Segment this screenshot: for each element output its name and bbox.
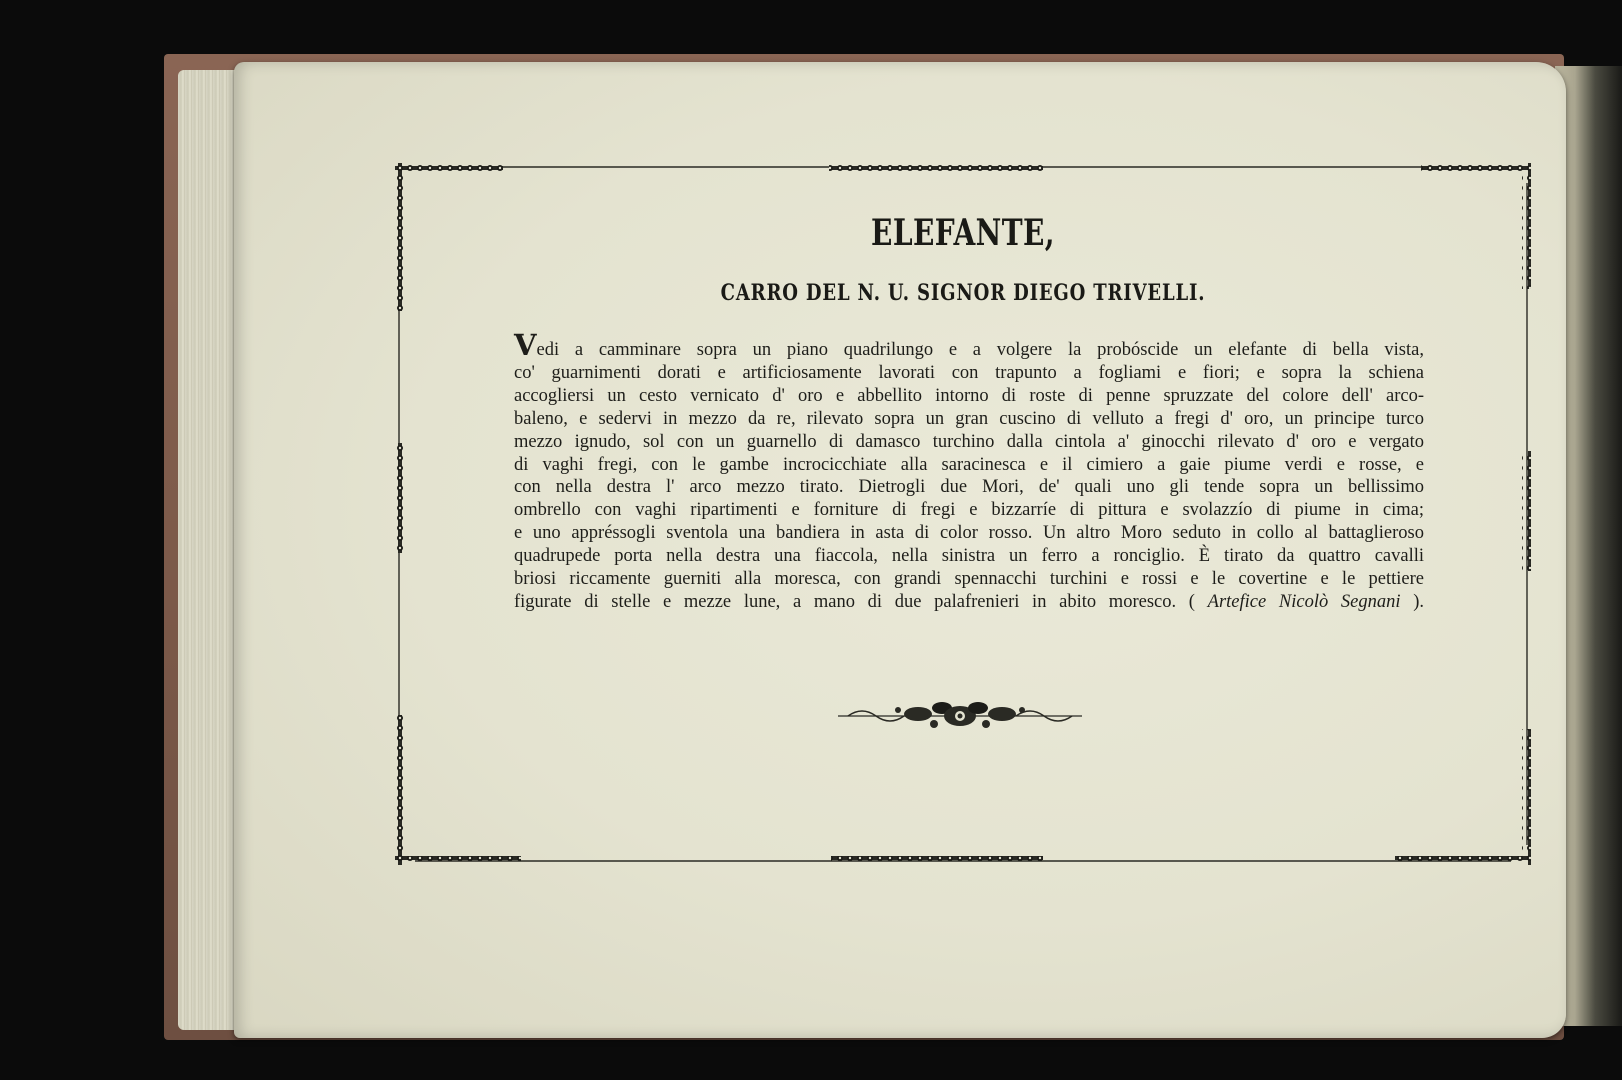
body-line: accogliersi un cesto vernicato d' oro e abbellito intorno di roste di penne spruzzate del colore dell' arco- (514, 385, 1424, 406)
body-line: co' guarnimenti dorati e artificiosamente lavorati con trapunto a fogliami e fiori; e sopra la schiena (514, 362, 1424, 383)
body-line: di vaghi fregi, con le gambe incrocicchiate alla saracinesca e il cimiero a gaie piume verdi e rosse, e (514, 454, 1424, 475)
page-title: ELEFANTE, (871, 212, 1055, 254)
drop-cap: V (514, 328, 537, 362)
body-paragraph (514, 328, 1424, 614)
closing-punctuation: ). (1413, 591, 1424, 612)
body-line: con nella destra l' arco mezzo tirato. Dietrogli due Mori, de' quali uno gli tende sopra un bellissimo (514, 477, 1424, 498)
body-line (514, 328, 1424, 362)
body-line: briosi riccamente guerniti alla moresca, con grandi spennacchi turchini e rossi e le covertine e le pettiere (514, 569, 1424, 590)
body-line: quadrupede porta nella destra una fiaccola, nella sinistra un ferro a ronciglio. È tirato da quattro cavalli (514, 546, 1424, 567)
body-line: mezzo ignudo, sol con un guarnello di damasco turchino dalla cintola a' ginocchi rilevato d' oro e vergato (514, 431, 1424, 452)
floral-vignette-ornament (838, 694, 1082, 738)
page-subtitle: CARRO DEL N. U. SIGNOR DIEGO TRIVELLI. (720, 280, 1206, 306)
body-line: e uno appréssogli sventola una bandiera in asta di color rosso. Un altro Moro seduto in collo al battaglieroso (514, 523, 1424, 544)
body-line-text: figurate di stelle e mezze lune, a mano di due palafrenieri in abito moresco. ( (514, 591, 1195, 612)
artist-credit: Artefice Nicolò Segnani (1207, 591, 1401, 612)
body-last-line (514, 591, 1424, 614)
body-line-text: edi a camminare sopra un piano quadrilungo e a volgere la probóscide un elefante di bella vista, (536, 340, 1424, 360)
body-line: baleno, e sedervi in mezzo da re, rilevato sopra un gran cuscino di velluto a fregi d' oro, un principe turco (514, 408, 1424, 429)
body-line: ombrello con vaghi ripartimenti e forniture di fregi e bizzarríe di pittura e svolazzío di piume in cima; (514, 500, 1424, 521)
